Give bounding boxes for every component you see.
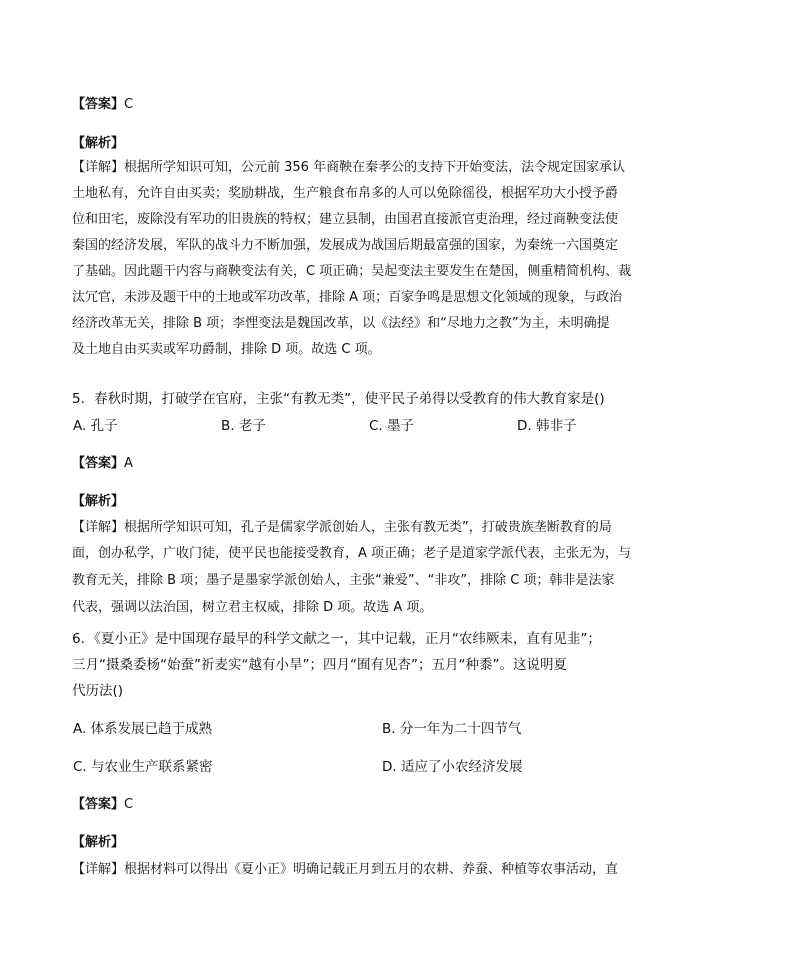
q4-detail-line: 【详解】根据所学知识可知，公元前 356 年商鞅在秦孝公的支持下开始变法，法令规定国家承认 — [72, 160, 626, 175]
answer-value: C — [124, 97, 134, 112]
q6-option-a: A. 体系发展已趋于成熟 — [73, 721, 213, 737]
q5-option-a: A. 孔子 — [73, 418, 118, 434]
q6-detail-line: 【详解】根据材料可以得出《夏小正》明确记载正月到五月的农耕、养蚕、种植等农事活动，直 — [72, 862, 619, 877]
q5-detail-line: 教育无关，排除 B 项；墨子是墨家学派创始人，主张“兼爱”、“非攻”，排除 C 项；韩非是法家 — [72, 573, 615, 588]
q4-detail-line: 汰冗官，未涉及题干中的土地或军功改革，排除 A 项；百家争鸣是思想文化领域的现象，与政治 — [72, 290, 623, 305]
q6-option-d: D. 适应了小农经济发展 — [382, 759, 523, 775]
q4-analysis-label: 【解析】 — [72, 136, 125, 151]
q5-option-c: C. 墨子 — [369, 418, 415, 434]
q4-detail-line: 位和田宅，废除没有军功的旧贵族的特权；建立县制，由国君直接派官吏治理，经过商鞅变法使 — [72, 212, 619, 227]
answer-label: 【答案】 — [72, 797, 125, 812]
q6-question-line: 代历法() — [72, 683, 124, 699]
q5-answer — [72, 455, 682, 473]
q5-option-b: B. 老子 — [221, 418, 266, 434]
q6-answer — [72, 796, 682, 814]
q5-question: 5．春秋时期，打破学在官府，主张“有教无类”，使平民子弟得以受教育的伟大教育家是() — [72, 391, 605, 407]
answer-value: A — [124, 456, 133, 471]
q6-question-line: 6．《夏小正》是中国现存最早的科学文献之一，其中记载，正月“农纬厥耒，直有见韭”； — [72, 631, 601, 647]
q5-analysis-label: 【解析】 — [72, 494, 125, 509]
answer-value: C — [124, 797, 134, 812]
q6-analysis-label: 【解析】 — [72, 835, 125, 850]
q4-detail-line: 土地私有，允许自由买卖；奖励耕战，生产粮食布帛多的人可以免除徭役，根据军功大小授予爵 — [72, 186, 619, 201]
q6-option-c: C. 与农业生产联系紧密 — [73, 759, 213, 775]
answer-label: 【答案】 — [72, 97, 125, 112]
q6-option-b: B. 分一年为二十四节气 — [382, 721, 522, 737]
answer-label: 【答案】 — [72, 456, 125, 471]
q4-detail-line: 经济改革无关，排除 B 项；李悝变法是魏国改革，以《法经》和“尽地力之教”为主，未明确提 — [72, 316, 610, 331]
q5-detail-line: 【详解】根据所学知识可知，孔子是儒家学派创始人，主张有教无类”，打破贵族垄断教育的局 — [72, 520, 612, 535]
q5-detail-line: 代表，强调以法治国，树立君主权威，排除 D 项。故选 A 项。 — [72, 600, 433, 615]
q4-detail-line: 及土地自由买卖或军功爵制，排除 D 项。故选 C 项。 — [72, 342, 381, 357]
q5-option-d: D. 韩非子 — [517, 418, 577, 434]
q4-detail-line: 了基础。因此题干内容与商鞅变法有关，C 项正确；吴起变法主要发生在楚国，侧重精简机构、裁 — [72, 264, 632, 279]
q6-question-line: 三月“摄桑委杨“始蚕”祈麦实“越有小旱”；四月“囿有见杏”；五月“种黍”。这说明夏 — [72, 657, 567, 673]
q4-answer — [72, 96, 682, 114]
q4-detail-line: 秦国的经济发展，军队的战斗力不断加强，发展成为战国后期最富强的国家，为秦统一六国奠定 — [72, 238, 619, 253]
q5-detail-line: 面，创办私学，广收门徒，使平民也能接受教育，A 项正确；老子是道家学派代表，主张无为，与 — [72, 546, 632, 561]
